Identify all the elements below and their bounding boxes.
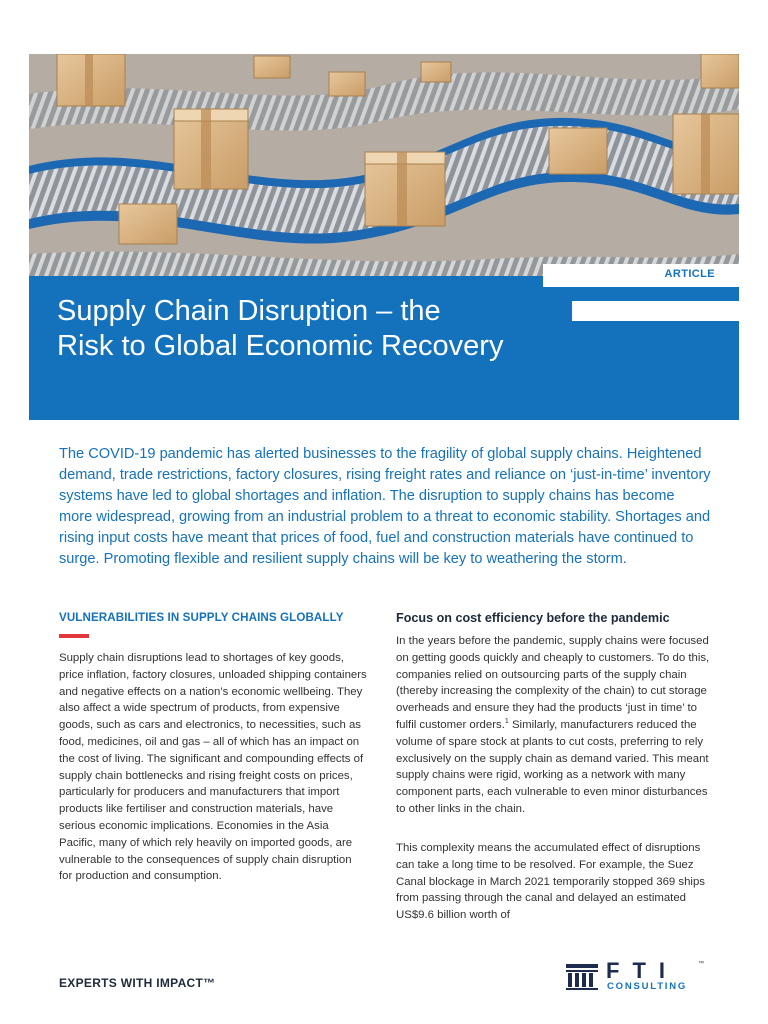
subheading-cost-efficiency: Focus on cost efficiency before the pandemic	[396, 611, 670, 625]
logo-trademark: ™	[698, 961, 704, 967]
paragraph-1-text-b: Similarly, manufacturers reduced the volume of spare stock at plants to cut costs, preferring to rely exclusively on the supply chain as demand varied. This meant supply chains were rigid, working as a network with many component parts, each vulnerable to even minor disturbances to other links in the chain.	[396, 718, 709, 815]
logo-subtitle: CONSULTING	[607, 981, 688, 992]
right-column-paragraph-1	[396, 633, 712, 818]
page-title	[57, 294, 577, 364]
fti-logo	[566, 958, 716, 994]
title-line-2: Risk to Global Economic Recovery	[57, 330, 504, 362]
right-column-paragraph-2: This complexity means the accumulated effect of disruptions can take a long time to be resolved. For example, the Suez Canal blockage in March 2021 temporarily stopped 369 ships from passing through the canal and delayed an estimated US$9.6 billion worth of	[396, 842, 705, 922]
left-column-body: Supply chain disruptions lead to shortages of key goods, price inflation, factory closures, unloaded shipping containers and negative effects on a nation’s economic wellbeing. They also affect a wide spectrum of products, from expensive goods, such as cars and electronics, to necessities, such as food, medicines, oil and gas – all of which has an impact on the cost of living. The significant and compounding effects of supply chain bottlenecks and rising freight costs on prices, particularly for producers and manufacturers that import products like fertiliser and construction materials, have serious economic implications. Economies in the Asia Pacific, many of which rely heavily on imported goods, are vulnerable to the consequences of supply chain disruption for production and consumption.	[59, 652, 367, 883]
band-notch	[572, 301, 739, 321]
paragraph-1-text-a: In the years before the pandemic, supply chains were focused on getting goods quickly and cheaply to customers. To do this, companies relied on outsourcing parts of the supply chain (thereby increasing the complexity of the chain) to cut storage overheads and ensure they had the products ‘just in time’ to fulfil customer orders.	[396, 635, 710, 731]
footer-tagline: EXPERTS WITH IMPACT™	[59, 976, 216, 990]
footnote-ref-1[interactable]: 1	[504, 718, 509, 726]
article-tag-box	[543, 264, 739, 287]
section-heading-vulnerabilities: VULNERABILITIES IN SUPPLY CHAINS GLOBALLY	[59, 611, 344, 624]
fti-building-mark-icon	[566, 964, 598, 990]
hero-image-conveyor	[29, 54, 739, 276]
title-line-1: Supply Chain Disruption – the	[57, 295, 441, 327]
heading-accent-rule	[59, 634, 89, 638]
article-tag: ARTICLE	[664, 268, 715, 280]
logo-wordmark: FTI	[606, 958, 678, 983]
intro-paragraph: The COVID-19 pandemic has alerted businesses to the fragility of global supply chains. Heightened demand, trade restrictions, factory closures, rising freight rates and reliance on ‘just-in-time’ inventory systems have led to global shortages and inflation. The disruption to supply chains has become more widespread, growing from an industrial problem to a threat to economic stability. Shortages and rising input costs have meant that prices of food, fuel and construction materials have continued to surge. Promoting flexible and resilient supply chains will be key to weathering the storm.	[59, 446, 711, 567]
